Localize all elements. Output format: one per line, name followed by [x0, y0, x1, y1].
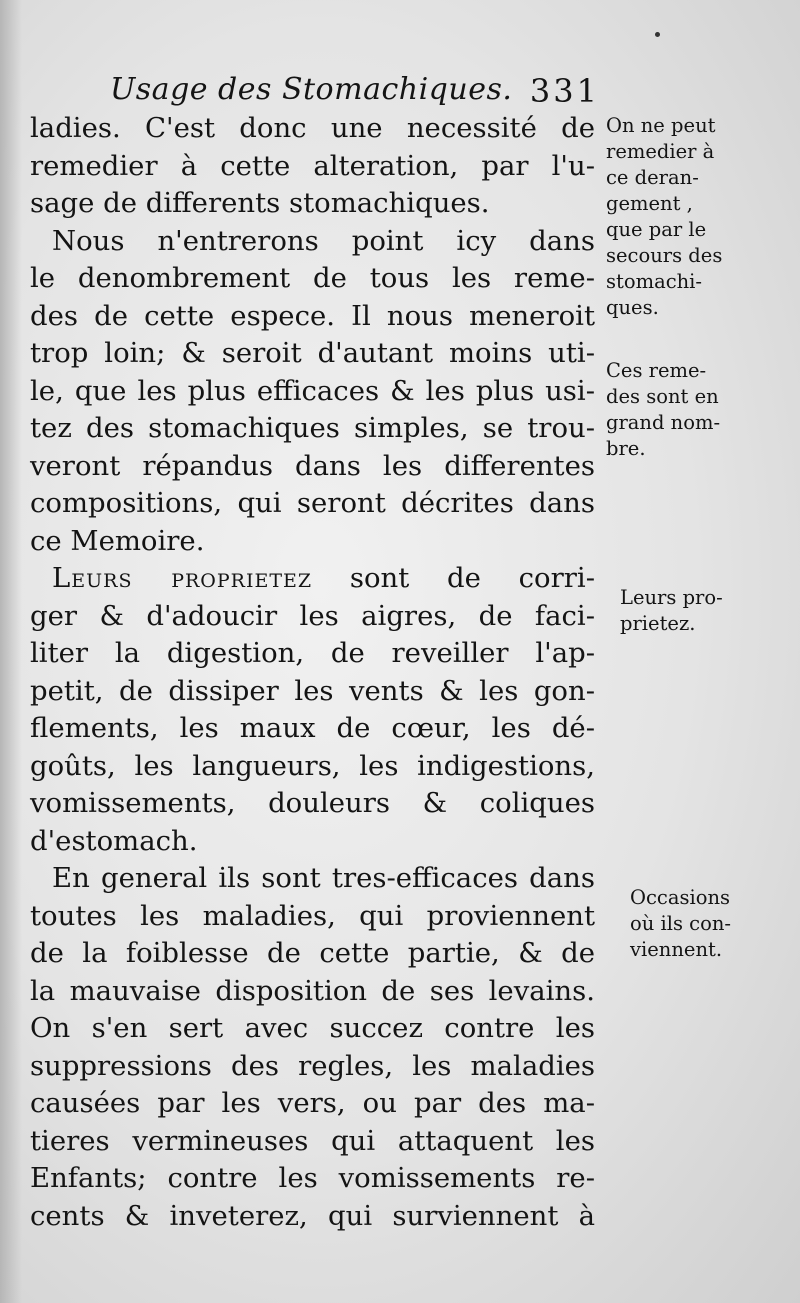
- text-line: On s'en sert avec succez contre les: [30, 1012, 595, 1044]
- text-line: petit, de dissiper les vents & les gon-: [30, 674, 595, 707]
- text-line: des de cette espece. Il nous meneroit: [30, 299, 595, 332]
- margin-line: viennent.: [630, 938, 723, 961]
- margin-line: secours des: [606, 244, 723, 267]
- text-line: de la foiblesse de cette partie, & de: [30, 937, 595, 969]
- text-line: ger & d'adoucir les aigres, de faci-: [30, 599, 595, 632]
- text-line: tez des stomachiques simples, se trou-: [30, 412, 595, 444]
- text-line: veront répandus dans les differentes: [30, 449, 595, 482]
- margin-note-occasions: [630, 885, 780, 963]
- page-number: 331: [529, 72, 600, 110]
- margin-line: grand nom-: [606, 411, 721, 434]
- text-line: toutes les maladies, qui proviennent: [30, 899, 595, 932]
- text-line: ce Memoire.: [30, 524, 205, 557]
- margin-line: remedier à: [606, 140, 715, 163]
- text-line: liter la digestion, de reveiller l'ap-: [30, 637, 595, 669]
- text-line: la mauvaise disposition de ses levains.: [30, 974, 595, 1007]
- text-line: Enfants; contre les vomissements re-: [30, 1162, 595, 1194]
- text-line: ladies. C'est donc une necessité de: [30, 112, 595, 144]
- margin-line: ques.: [606, 296, 659, 319]
- text-line: [30, 560, 595, 598]
- margin-line: Ces reme-: [606, 359, 707, 382]
- text-line: le denombrement de tous les reme-: [30, 262, 595, 294]
- text-line: le, que les plus efficaces & les plus usi-: [30, 374, 595, 407]
- text-line: goûts, les langueurs, les indigestions,: [30, 749, 595, 782]
- text-line: remedier à cette alteration, par l'u-: [30, 149, 595, 182]
- margin-line: Occasions: [630, 886, 731, 909]
- margin-line: gement ,: [606, 192, 693, 215]
- margin-line: stomachi-: [606, 270, 703, 293]
- text-line: Nous n'entrerons point icy dans: [52, 224, 595, 257]
- ink-speck: [655, 32, 660, 37]
- text-line: flements, les maux de cœur, les dé-: [30, 712, 595, 744]
- margin-line: que par le: [606, 218, 707, 241]
- margin-line: Leurs pro-: [620, 586, 723, 609]
- text-line: d'estomach.: [30, 824, 198, 857]
- small-caps-lead: Leurs proprietez: [52, 562, 313, 594]
- text-line: suppressions des regles, les maladies: [30, 1049, 595, 1082]
- running-title: Usage des Stomachiques.: [110, 72, 513, 107]
- margin-line: prietez.: [620, 612, 696, 635]
- text-line: tieres vermineuses qui attaquent les: [30, 1124, 595, 1157]
- text-line: causées par les vers, ou par des ma-: [30, 1087, 595, 1119]
- text-line: compositions, qui seront décrites dans: [30, 487, 595, 519]
- text-line: cents & inveterez, qui surviennent à: [30, 1199, 595, 1232]
- margin-note-remedier: [606, 113, 756, 321]
- text-line: En general ils sont tres-efficaces dans: [52, 862, 595, 894]
- text-fragment: sont de corri-: [349, 562, 595, 594]
- margin-line: où ils con-: [630, 912, 731, 935]
- margin-line: bre.: [606, 437, 646, 460]
- text-line: trop loin; & seroit d'autant moins uti-: [30, 337, 595, 369]
- text-line: vomissements, douleurs & coliques: [30, 787, 595, 819]
- margin-note-nombre: [606, 358, 756, 462]
- body-text: [30, 110, 595, 1235]
- margin-line: ce deran-: [606, 166, 699, 189]
- margin-note-proprietez: [620, 585, 770, 637]
- spine-shadow: [0, 0, 22, 1303]
- text-line: sage de differents stomachiques.: [30, 187, 490, 219]
- margin-line: des sont en: [606, 385, 719, 408]
- margin-line: On ne peut: [606, 114, 716, 137]
